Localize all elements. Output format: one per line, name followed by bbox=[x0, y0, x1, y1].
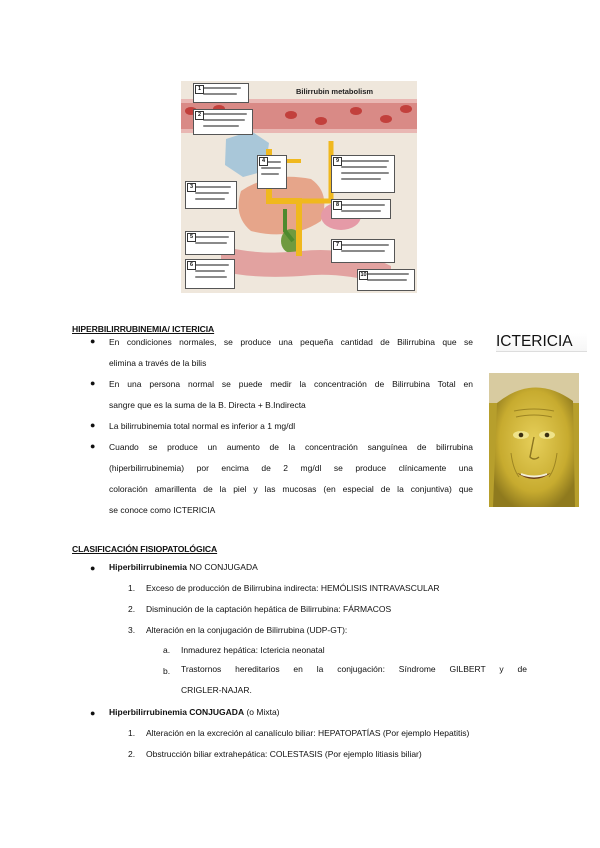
bullet-line: coloración amarillenta de la piel y las mucosas (en especial de la conjuntiva) que bbox=[109, 484, 473, 494]
sublist-letter: b. bbox=[163, 666, 171, 676]
group-title-no-conjugada bbox=[109, 562, 258, 572]
step-number: 6 bbox=[187, 261, 196, 270]
section-heading-hiperbilirrubinemia: HIPERBILIRRUBINEMIA/ ICTERICIA bbox=[72, 324, 215, 334]
group-title-emphasis: CONJUGADA bbox=[189, 707, 245, 717]
bullet-line: (hiperbilirrubinemia) por encima de 2 mg/dl se produce clínicamente una bbox=[109, 463, 473, 473]
list-number: 1. bbox=[128, 728, 136, 738]
bullet-marker: ● bbox=[90, 336, 96, 346]
ictericia-title: ICTERICIA bbox=[496, 333, 587, 352]
sublist-line: CRIGLER-NAJAR. bbox=[181, 685, 252, 695]
bullet-marker: ● bbox=[90, 378, 96, 388]
bullet-text bbox=[109, 374, 473, 416]
list-item-text: Obstrucción biliar extrahepática: COLESTASIS (Por ejemplo litiasis biliar) bbox=[146, 749, 422, 759]
figure-title: Bilirrubin metabolism bbox=[296, 87, 374, 96]
list-item-text: Exceso de producción de Bilirrubina indirecta: HEMÓLISIS INTRAVASCULAR bbox=[146, 583, 440, 593]
group-title-conjugada bbox=[109, 707, 280, 717]
step-number: 1 bbox=[195, 85, 204, 94]
bullet-marker: ● bbox=[90, 563, 96, 573]
group-title-prefix: Hiperbilirrubinemia bbox=[109, 562, 190, 572]
sublist-letter: a. bbox=[163, 645, 171, 655]
list-item-text: Alteración en la excreción al canalículo biliar: HEPATOPATÍAS (Por ejemplo Hepatitis) bbox=[146, 728, 470, 738]
list-number: 1. bbox=[128, 583, 136, 593]
sublist-item-text: Inmadurez hepática: Ictericia neonatal bbox=[181, 645, 325, 655]
bullet-line: Cuando se produce un aumento de la concentración sanguínea de bilirrubina bbox=[109, 442, 473, 452]
group-title-suffix: (o Mixta) bbox=[244, 707, 280, 717]
bullet-text bbox=[109, 332, 473, 374]
sublist-line: Trastornos hereditarios en la conjugación: Síndrome GILBERT y de bbox=[181, 664, 527, 674]
step-number: 4 bbox=[259, 157, 268, 166]
bullet-line: sangre que es la suma de la B. Directa + B.Indirecta bbox=[109, 400, 306, 410]
jaundice-patient-photo bbox=[489, 373, 579, 507]
step-number: 8 bbox=[333, 201, 342, 210]
step-number: 5 bbox=[187, 233, 196, 242]
bullet-marker: ● bbox=[90, 708, 96, 718]
step-number: 3 bbox=[187, 183, 196, 192]
bullet-line: La bilirrubinemia total normal es inferior a 1 mg/dl bbox=[109, 421, 296, 431]
step-number: 9 bbox=[333, 157, 342, 166]
bullet-line: elimina a través de la bilis bbox=[109, 358, 207, 368]
section-heading-clasificacion: CLASIFICACIÓN FISIOPATOLÓGICA bbox=[72, 544, 218, 554]
step-number: 7 bbox=[333, 241, 342, 250]
list-number: 2. bbox=[128, 604, 136, 614]
list-number: 2. bbox=[128, 749, 136, 759]
bullet-line: En condiciones normales, se produce una pequeña cantidad de Bilirrubina que se bbox=[109, 337, 473, 347]
group-title-prefix: Hiperbilirrubinemia bbox=[109, 707, 190, 717]
list-number: 3. bbox=[128, 625, 136, 635]
bullet-line: se conoce como ICTERICIA bbox=[109, 505, 216, 515]
step-number: 10 bbox=[360, 272, 367, 278]
bilirubin-metabolism-figure bbox=[181, 81, 417, 293]
group-title-emphasis: NO CONJUGADA bbox=[189, 562, 258, 572]
bullet-text bbox=[109, 437, 473, 521]
bullet-line: En una persona normal se puede medir la concentración de Bilirrubina Total en bbox=[109, 379, 473, 389]
bullet-marker: ● bbox=[90, 441, 96, 451]
step-number: 2 bbox=[195, 111, 204, 120]
sublist-item-text bbox=[181, 659, 527, 701]
patient-face-illustration bbox=[489, 373, 579, 507]
list-item-text: Alteración en la conjugación de Bilirrubina (UDP-GT): bbox=[146, 625, 348, 635]
bullet-text bbox=[109, 416, 473, 437]
bullet-marker: ● bbox=[90, 420, 96, 430]
list-item-text: Disminución de la captación hepática de Bilirrubina: FÁRMACOS bbox=[146, 604, 392, 614]
